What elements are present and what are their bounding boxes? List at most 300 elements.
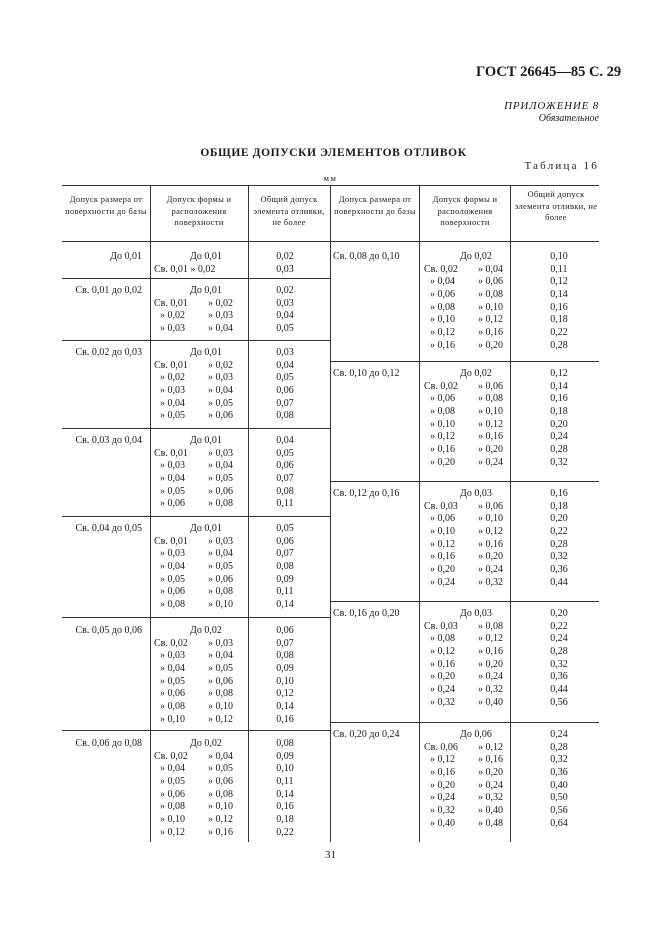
form-from: » 0,06 <box>430 393 455 405</box>
form-row <box>152 360 250 373</box>
form-from: » 0,08 <box>430 406 455 418</box>
form-from: » 0,20 <box>430 564 455 576</box>
general-tolerance-value: 0,28 <box>550 339 568 351</box>
form-row <box>422 539 522 552</box>
right-group-dimension: Св. 0,16 до 0,20 <box>333 608 400 619</box>
general-tolerance-value: 0,28 <box>550 646 568 658</box>
form-from: Св. 0,03 <box>424 620 458 632</box>
form-from: » 0,12 <box>160 826 185 838</box>
form-from: » 0,10 <box>430 526 455 538</box>
form-to: » 0,03 <box>208 637 233 649</box>
left-group-forms <box>152 285 250 336</box>
form-from: » 0,08 <box>430 301 455 313</box>
form-from: » 0,04 <box>160 473 185 485</box>
form-to: » 0,32 <box>478 576 503 588</box>
form-from: » 0,05 <box>160 776 185 788</box>
form-to: » 0,12 <box>478 741 503 753</box>
general-tolerance-value: 0,18 <box>550 314 568 326</box>
form-from: До 0,03 <box>460 608 492 619</box>
form-to: » 0,10 <box>478 513 503 525</box>
general-tolerance-value: 0,28 <box>550 444 568 456</box>
left-group-dimension: Св. 0,06 до 0,08 <box>75 738 142 749</box>
right-group-separator <box>330 361 599 362</box>
right-group-forms <box>422 608 522 710</box>
form-from: » 0,16 <box>430 339 455 351</box>
form-to: » 0,10 <box>208 701 233 713</box>
general-tolerance-value: 0,14 <box>276 599 294 611</box>
form-to: » 0,10 <box>208 801 233 813</box>
general-tolerance-value: 0,08 <box>276 738 294 749</box>
form-from: » 0,10 <box>160 814 185 826</box>
right-group-dimension: Св. 0,20 до 0,24 <box>333 729 400 740</box>
form-from: Св. 0,03 <box>424 500 458 512</box>
form-row <box>422 818 522 831</box>
general-tolerance-value: 0,11 <box>276 776 294 788</box>
left-group-values <box>250 347 320 423</box>
form-from: Св. 0,01 <box>154 447 188 459</box>
form-to: » 0,04 <box>208 460 233 472</box>
form-from: » 0,08 <box>160 701 185 713</box>
form-to: » 0,40 <box>478 805 503 817</box>
col-divider-1 <box>150 185 151 842</box>
right-group-forms <box>422 368 522 470</box>
form-to: » 0,12 <box>478 418 503 430</box>
form-to: » 0,24 <box>478 456 503 468</box>
form-to: » 0,16 <box>478 431 503 443</box>
form-row <box>422 393 522 406</box>
general-tolerance-value: 0,18 <box>550 406 568 418</box>
form-to: » 0,12 <box>208 814 233 826</box>
form-row <box>422 457 522 470</box>
form-row <box>422 314 522 327</box>
general-tolerance-value: 0,16 <box>276 713 294 725</box>
form-from: » 0,03 <box>160 548 185 560</box>
general-tolerance-value: 0,16 <box>550 301 568 313</box>
form-to: » 0,16 <box>208 826 233 838</box>
general-tolerance-value: 0,06 <box>276 385 294 397</box>
form-row <box>152 347 250 360</box>
form-to: » 0,06 <box>208 410 233 422</box>
general-tolerance-value: 0,12 <box>550 368 568 379</box>
form-from: » 0,12 <box>430 327 455 339</box>
form-row <box>422 431 522 444</box>
form-from: » 0,06 <box>160 586 185 598</box>
general-tolerance-value: 0,22 <box>550 327 568 339</box>
form-from: Св. 0,02 <box>154 637 188 649</box>
general-tolerance-value: 0,14 <box>276 701 294 713</box>
form-row <box>152 486 250 499</box>
form-from: » 0,10 <box>430 314 455 326</box>
general-tolerance-value: 0,08 <box>276 650 294 662</box>
general-tolerance-value: 0,22 <box>276 826 294 838</box>
form-from: До 0,02 <box>190 625 222 636</box>
general-tolerance-value: 0,32 <box>550 551 568 563</box>
form-to: » 0,12 <box>478 633 503 645</box>
form-row <box>422 419 522 432</box>
form-from: » 0,40 <box>430 817 455 829</box>
right-group-separator <box>330 601 599 602</box>
form-from: » 0,03 <box>160 460 185 472</box>
form-from: » 0,03 <box>160 650 185 662</box>
left-group-values <box>250 523 320 612</box>
table-label: Таблица 16 <box>524 160 599 172</box>
form-from: » 0,03 <box>160 323 185 335</box>
header-dimension-right: Допуск размера от поверхности до базы <box>334 194 416 216</box>
form-to: » 0,20 <box>478 551 503 563</box>
form-from: » 0,12 <box>430 754 455 766</box>
general-tolerance-value: 0,04 <box>276 359 294 371</box>
form-row <box>422 671 522 684</box>
appendix-label: ПРИЛОЖЕНИЕ 8 <box>504 100 599 112</box>
general-tolerance-value: 0,24 <box>550 729 568 740</box>
form-row <box>422 513 522 526</box>
form-from: » 0,08 <box>430 633 455 645</box>
form-from: До 0,02 <box>460 368 492 379</box>
form-row <box>152 789 250 802</box>
form-to: » 0,20 <box>478 444 503 456</box>
general-tolerance-value: 0,16 <box>550 393 568 405</box>
form-to: » 0,05 <box>208 561 233 573</box>
form-from: Св. 0,01 <box>154 535 188 547</box>
form-from: До 0,01 <box>190 347 222 358</box>
form-to: » 0,12 <box>478 526 503 538</box>
general-tolerance-value: 0,56 <box>550 696 568 708</box>
form-row <box>152 763 250 776</box>
form-to: » 0,06 <box>478 276 503 288</box>
form-row <box>152 536 250 549</box>
form-row <box>422 251 522 264</box>
form-row <box>422 633 522 646</box>
form-to: » 0,32 <box>478 792 503 804</box>
form-to: » 0,05 <box>208 763 233 775</box>
form-row <box>152 460 250 473</box>
form-row <box>152 298 250 311</box>
form-from: До 0,02 <box>190 738 222 749</box>
form-row <box>152 586 250 599</box>
form-from: » 0,10 <box>160 713 185 725</box>
form-from: До 0,01 <box>190 251 222 262</box>
form-to: » 0,06 <box>478 380 503 392</box>
general-tolerance-value: 0,36 <box>550 564 568 576</box>
general-tolerance-value: 0,22 <box>550 620 568 632</box>
right-group-dimension: Св. 0,10 до 0,12 <box>333 368 400 379</box>
general-tolerance-value: 0,12 <box>550 276 568 288</box>
form-to: » 0,03 <box>208 310 233 322</box>
form-to: » 0,08 <box>208 586 233 598</box>
general-tolerance-value: 0,22 <box>550 526 568 538</box>
form-row <box>422 697 522 710</box>
general-tolerance-value: 0,18 <box>550 500 568 512</box>
right-group-values <box>522 608 596 710</box>
form-from: » 0,08 <box>160 599 185 611</box>
form-row <box>422 729 522 742</box>
form-from: » 0,04 <box>160 763 185 775</box>
form-from: » 0,16 <box>430 444 455 456</box>
form-to: » 0,32 <box>478 684 503 696</box>
form-row <box>422 805 522 818</box>
form-to: » 0,08 <box>478 393 503 405</box>
form-from: » 0,05 <box>160 410 185 422</box>
form-to: » 0,40 <box>478 696 503 708</box>
general-tolerance-value: 0,16 <box>550 488 568 499</box>
general-tolerance-value: 0,05 <box>276 447 294 459</box>
form-to: » 0,06 <box>208 573 233 585</box>
left-group-forms <box>152 738 250 840</box>
form-from: » 0,06 <box>430 289 455 301</box>
form-to: » 0,48 <box>478 817 503 829</box>
header-general-right: Общий допуск элемента отливки, не более <box>514 189 598 222</box>
form-row <box>422 577 522 590</box>
form-row <box>152 498 250 511</box>
left-group-values <box>250 435 320 511</box>
form-to: » 0,16 <box>478 538 503 550</box>
form-to: » 0,10 <box>208 599 233 611</box>
form-from: » 0,03 <box>160 385 185 397</box>
general-tolerance-value: 0,64 <box>550 817 568 829</box>
left-group-forms <box>152 435 250 511</box>
right-group-values <box>522 729 596 831</box>
right-group-dimension: Св. 0,08 до 0,10 <box>333 251 400 262</box>
form-from: » 0,05 <box>160 675 185 687</box>
general-tolerance-value: 0,06 <box>276 535 294 547</box>
form-row <box>152 776 250 789</box>
form-row <box>152 310 250 323</box>
form-from: » 0,06 <box>160 788 185 800</box>
form-row <box>422 754 522 767</box>
general-tolerance-value: 0,09 <box>276 663 294 675</box>
form-from: До 0,02 <box>460 251 492 262</box>
general-tolerance-value: 0,08 <box>276 561 294 573</box>
form-from: До 0,06 <box>460 729 492 740</box>
left-group-forms <box>152 625 250 727</box>
form-to: » 0,04 <box>208 323 233 335</box>
form-from: » 0,32 <box>430 696 455 708</box>
form-from: » 0,05 <box>160 485 185 497</box>
form-row <box>422 621 522 634</box>
form-to: » 0,08 <box>478 289 503 301</box>
form-to: » 0,05 <box>208 663 233 675</box>
form-from: Св. 0,02 <box>424 263 458 275</box>
form-row <box>152 548 250 561</box>
form-row <box>422 302 522 315</box>
form-from: » 0,06 <box>430 513 455 525</box>
form-from: » 0,04 <box>160 561 185 573</box>
form-to: » 0,12 <box>478 314 503 326</box>
general-tolerance-value: 0,50 <box>550 792 568 804</box>
form-from: Св. 0,06 <box>424 741 458 753</box>
general-tolerance-value: 0,11 <box>276 586 294 598</box>
header-form-left: Допуск формы и расположения поверхности <box>166 194 232 227</box>
general-tolerance-value: 0,11 <box>550 263 568 275</box>
form-from: » 0,04 <box>430 276 455 288</box>
form-to: » 0,24 <box>478 671 503 683</box>
general-tolerance-value: 0,05 <box>276 372 294 384</box>
form-row <box>422 340 522 353</box>
form-row <box>422 551 522 564</box>
form-to: » 0,05 <box>208 473 233 485</box>
form-from: » 0,08 <box>160 801 185 813</box>
form-to: » 0,03 <box>208 447 233 459</box>
general-tolerance-value: 0,09 <box>276 750 294 762</box>
form-row <box>152 448 250 461</box>
form-row <box>422 327 522 340</box>
general-tolerance-value: 0,04 <box>276 310 294 322</box>
general-tolerance-value: 0,44 <box>550 684 568 696</box>
general-tolerance-value: 0,32 <box>550 754 568 766</box>
form-to: » 0,16 <box>478 754 503 766</box>
right-group-separator <box>330 481 599 482</box>
form-to: » 0,20 <box>478 767 503 779</box>
form-to: » 0,04 <box>208 548 233 560</box>
general-tolerance-value: 0,18 <box>276 814 294 826</box>
form-from: » 0,24 <box>430 792 455 804</box>
general-tolerance-value: 0,20 <box>550 608 568 619</box>
form-from: » 0,02 <box>160 310 185 322</box>
general-tolerance-value: 0,02 <box>276 285 294 296</box>
general-tolerance-value: 0,10 <box>550 251 568 262</box>
form-to: » 0,24 <box>478 779 503 791</box>
general-tolerance-value: 0,24 <box>550 633 568 645</box>
left-group-separator <box>62 617 330 618</box>
form-to: » 0,04 <box>208 750 233 762</box>
form-from: » 0,16 <box>430 658 455 670</box>
form-to: » 0,24 <box>478 564 503 576</box>
left-group-forms <box>152 523 250 612</box>
form-from: » 0,20 <box>430 779 455 791</box>
form-row <box>422 488 522 501</box>
form-to: » 0,20 <box>478 658 503 670</box>
general-tolerance-value: 0,32 <box>550 658 568 670</box>
form-to: » 0,08 <box>208 688 233 700</box>
unit-label: мм <box>323 173 338 183</box>
form-row <box>422 780 522 793</box>
form-row <box>422 264 522 277</box>
form-row <box>422 742 522 755</box>
form-row <box>152 663 250 676</box>
form-row <box>152 561 250 574</box>
general-tolerance-value: 0,14 <box>550 380 568 392</box>
form-to: » 0,03 <box>208 372 233 384</box>
right-group-forms <box>422 488 522 590</box>
form-row <box>152 714 250 727</box>
form-to: » 0,12 <box>208 713 233 725</box>
form-row <box>422 684 522 697</box>
form-row <box>422 276 522 289</box>
general-tolerance-value: 0,10 <box>276 675 294 687</box>
general-tolerance-value: 0,08 <box>276 410 294 422</box>
form-row <box>152 523 250 536</box>
form-from: » 0,06 <box>160 498 185 510</box>
left-group-values <box>250 738 320 840</box>
left-group-values <box>250 285 320 336</box>
form-from: Св. 0,01 <box>154 359 188 371</box>
form-to: » 0,20 <box>478 339 503 351</box>
form-from: » 0,12 <box>430 538 455 550</box>
right-group-separator <box>330 722 599 723</box>
left-group-dimension: Св. 0,02 до 0,03 <box>75 347 142 358</box>
form-from: » 0,12 <box>430 646 455 658</box>
form-to: » 0,06 <box>208 776 233 788</box>
form-row <box>152 435 250 448</box>
right-group-forms <box>422 251 522 353</box>
form-row <box>422 368 522 381</box>
general-tolerance-value: 0,05 <box>276 323 294 335</box>
form-from: » 0,20 <box>430 456 455 468</box>
form-row <box>152 650 250 663</box>
form-from: » 0,20 <box>430 671 455 683</box>
form-from: » 0,10 <box>430 418 455 430</box>
form-to: » 0,06 <box>208 675 233 687</box>
general-tolerance-value: 0,07 <box>276 397 294 409</box>
form-row <box>152 625 250 638</box>
form-to: » 0,10 <box>478 301 503 313</box>
general-tolerance-value: 0,03 <box>276 347 294 358</box>
form-row <box>422 659 522 672</box>
form-row <box>152 251 250 264</box>
general-tolerance-value: 0,09 <box>276 573 294 585</box>
left-group-dimension: Св. 0,04 до 0,05 <box>75 523 142 534</box>
form-to: » 0,02 <box>208 297 233 309</box>
form-row <box>422 646 522 659</box>
left-group-forms <box>152 347 250 423</box>
form-to: » 0,04 <box>208 385 233 397</box>
form-to: » 0,08 <box>208 788 233 800</box>
form-to: » 0,02 <box>208 359 233 371</box>
right-group-values <box>522 488 596 590</box>
left-group-forms <box>152 251 250 276</box>
right-group-values <box>522 368 596 470</box>
form-row <box>152 574 250 587</box>
general-tolerance-value: 0,14 <box>276 788 294 800</box>
general-tolerance-value: 0,28 <box>550 741 568 753</box>
general-tolerance-value: 0,24 <box>550 431 568 443</box>
form-row <box>422 526 522 539</box>
form-from: До 0,03 <box>460 488 492 499</box>
form-from: » 0,24 <box>430 576 455 588</box>
form-to: » 0,08 <box>208 498 233 510</box>
general-tolerance-value: 0,10 <box>276 763 294 775</box>
form-from: До 0,01 <box>190 285 222 296</box>
col-divider-middle <box>330 185 331 842</box>
form-to: » 0,08 <box>478 620 503 632</box>
form-from: Св. 0,01 <box>154 297 188 309</box>
form-row <box>152 285 250 298</box>
form-row <box>152 372 250 385</box>
form-row <box>152 398 250 411</box>
form-row <box>152 473 250 486</box>
general-tolerance-value: 0,44 <box>550 576 568 588</box>
form-row <box>152 599 250 612</box>
general-tolerance-value: 0,03 <box>276 263 294 275</box>
right-group-values <box>522 251 596 353</box>
left-group-separator <box>62 516 330 517</box>
header-general-left: Общий допуск элемента отливки, не более <box>253 194 325 227</box>
general-tolerance-value: 0,40 <box>550 779 568 791</box>
form-row <box>422 608 522 621</box>
form-from: Св. 0,02 <box>424 380 458 392</box>
form-from: » 0,32 <box>430 805 455 817</box>
left-group-separator <box>62 428 330 429</box>
general-tolerance-value: 0,14 <box>550 289 568 301</box>
general-tolerance-value: 0,20 <box>550 418 568 430</box>
form-row <box>422 767 522 780</box>
general-tolerance-value: 0,07 <box>276 548 294 560</box>
left-group-dimension: Св. 0,05 до 0,06 <box>75 625 142 636</box>
form-from: » 0,04 <box>160 397 185 409</box>
standard-number: ГОСТ 26645—85 С. 29 <box>476 64 622 80</box>
form-from: Св. 0,01 » 0,02 <box>154 263 216 275</box>
form-row <box>152 264 250 277</box>
